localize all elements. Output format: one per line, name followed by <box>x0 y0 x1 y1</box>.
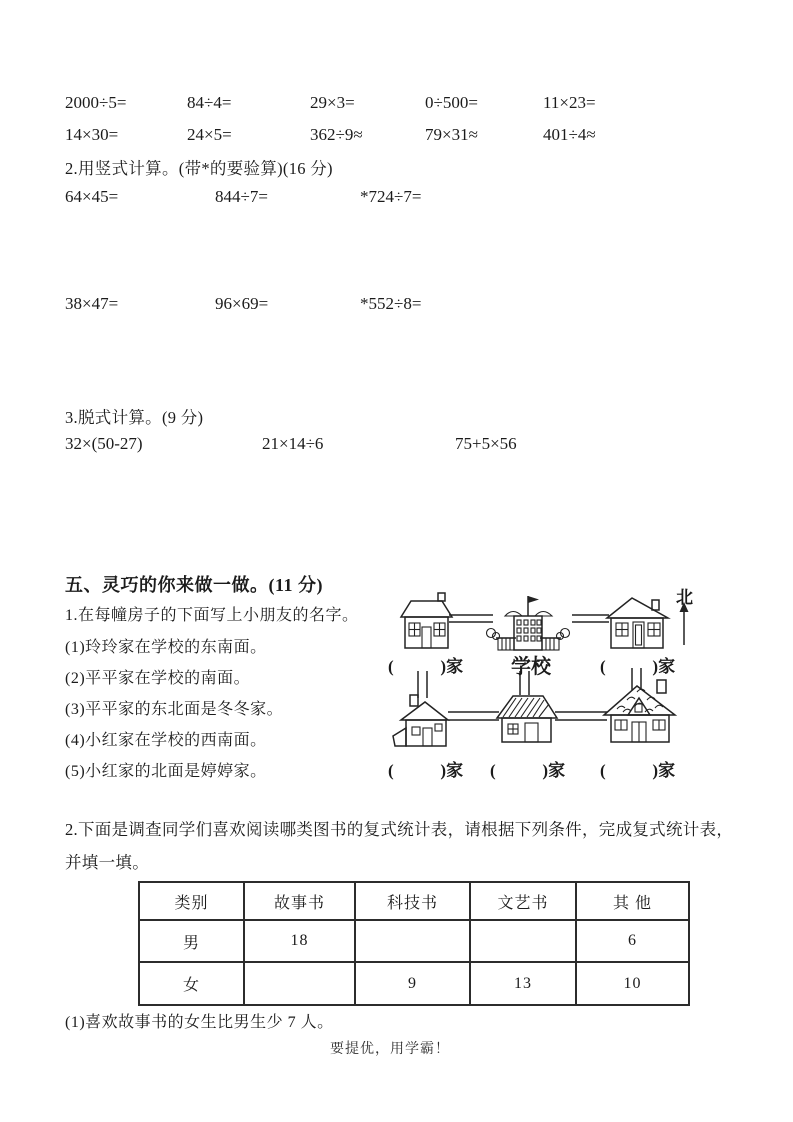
question-intro: 1.在每幢房子的下面写上小朋友的名字。 <box>65 607 359 624</box>
expression: 0÷500= <box>425 93 478 112</box>
table-row-male <box>139 920 689 962</box>
expression: 401÷4≈ <box>543 125 596 144</box>
table-header-cell: 类别 <box>139 882 244 920</box>
home-name-blank: ( )家 <box>388 761 464 780</box>
question2-note: (1)喜欢故事书的女生比男生少 7 人。 <box>65 1014 334 1031</box>
clue-item: (3)平平家的东北面是冬冬家。 <box>65 701 284 718</box>
school-label: 学校 <box>511 656 551 678</box>
section-heading-stepwise-calc: 3.脱式计算。(9 分) <box>65 408 204 427</box>
expression: 844÷7= <box>215 187 268 206</box>
expression: *724÷7= <box>360 187 422 206</box>
expression: 38×47= <box>65 294 119 313</box>
house-illustration-top-right <box>607 598 668 648</box>
table-cell: 10 <box>576 962 689 1005</box>
house-illustration-bottom-right <box>604 680 675 742</box>
table-header-cell: 故事书 <box>244 882 355 920</box>
expression: 79×31≈ <box>425 125 478 144</box>
table-cell: 6 <box>576 920 689 962</box>
table-header-cell: 文艺书 <box>470 882 576 920</box>
clue-item: (1)玲玲家在学校的东南面。 <box>65 639 267 656</box>
section-heading-vertical-calc: 2.用竖式计算。(带*的要验算)(16 分) <box>65 159 333 178</box>
road <box>572 615 609 622</box>
table-cell: 13 <box>470 962 576 1005</box>
table-cell: 9 <box>355 962 470 1005</box>
clue-item: (2)平平家在学校的南面。 <box>65 670 251 687</box>
row-label-cell: 女 <box>139 962 244 1005</box>
table-header-cell: 其 他 <box>576 882 689 920</box>
section-title: 五、灵巧的你来做一做。(11 分) <box>65 575 323 595</box>
direction-map-diagram <box>385 578 793 785</box>
table-cell <box>244 962 355 1005</box>
home-name-blank: ( )家 <box>490 761 566 780</box>
expression: 2000÷5= <box>65 93 127 112</box>
table-header-cell: 科技书 <box>355 882 470 920</box>
footer-slogan: 要提优，用学霸！ <box>330 1042 450 1057</box>
question2-text-line1: 2.下面是调查同学们喜欢阅读哪类图书的复式统计表，请根据下列条件，完成复式统计表， <box>65 820 734 839</box>
north-arrow-icon <box>680 602 689 645</box>
expression: 362÷9≈ <box>310 125 363 144</box>
table-row-female <box>139 962 689 1005</box>
stats-table <box>138 881 690 1006</box>
clue-item: (5)小红家的北面是婷婷家。 <box>65 763 267 780</box>
expression: 64×45= <box>65 187 119 206</box>
home-name-blank: ( )家 <box>600 657 676 676</box>
question2-text-line2: 并填一填。 <box>65 853 149 872</box>
home-name-blank: ( )家 <box>388 657 464 676</box>
expression: 21×14÷6 <box>262 434 324 453</box>
table-cell <box>470 920 576 962</box>
house-illustration-top-left <box>401 593 452 648</box>
row-label-cell: 男 <box>139 920 244 962</box>
clue-item: (4)小红家在学校的西南面。 <box>65 732 267 749</box>
north-label: 北 <box>676 588 693 607</box>
expression: *552÷8= <box>360 294 422 313</box>
school-illustration <box>487 596 570 650</box>
expression: 32×(50-27) <box>65 434 143 453</box>
road <box>449 615 493 622</box>
table-header-row <box>139 882 689 920</box>
table-cell: 18 <box>244 920 355 962</box>
expression: 84÷4= <box>187 93 232 112</box>
expression: 14×30= <box>65 125 119 144</box>
expression: 29×3= <box>310 93 355 112</box>
expression: 24×5= <box>187 125 232 144</box>
home-name-blank: ( )家 <box>600 761 676 780</box>
expression: 75+5×56 <box>455 434 517 453</box>
school-windows <box>517 620 541 641</box>
expression: 96×69= <box>215 294 269 313</box>
house-illustration-bottom-center <box>497 696 557 742</box>
expression: 11×23= <box>543 93 596 112</box>
house-illustration-bottom-left <box>393 695 448 746</box>
table-cell <box>355 920 470 962</box>
